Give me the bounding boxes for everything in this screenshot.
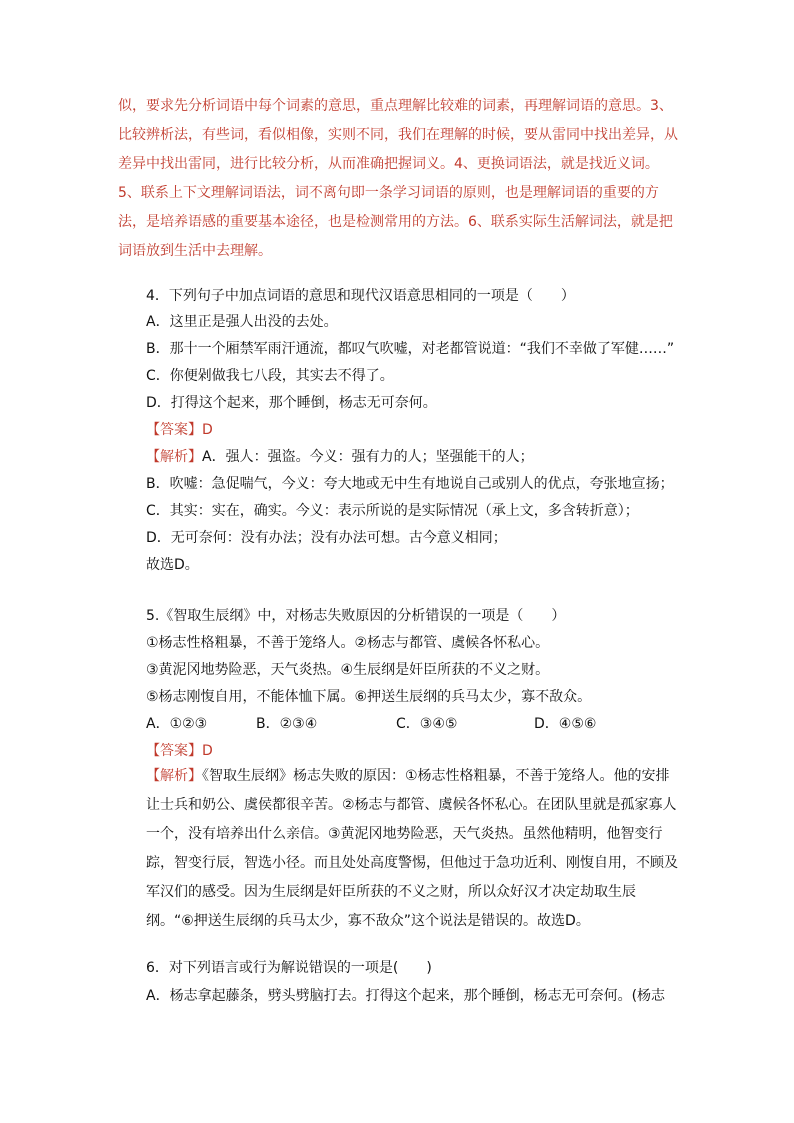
q6-stem: 6．对下列语言或行为解说错误的一项是( ) [146, 960, 432, 976]
q4-option-c: C．你便剁做我七八段，其实去不得了。 [146, 368, 394, 384]
q5-choice-d: D．④⑤⑥ [534, 716, 597, 732]
q4-conclusion: 故选D。 [146, 557, 199, 573]
q5-choice-a: A．①②③ [146, 716, 208, 732]
q4-analysis-line-1 [146, 447, 534, 467]
q5-analysis [146, 762, 678, 936]
q5-choice-b: B．②③④ [256, 716, 318, 732]
q5-analysis-tag: 【解析】 [146, 768, 202, 784]
q5-item-row-2: ③黄泥冈地势险恶，天气炎热。④生辰纲是奸臣所获的不义之财。 [146, 662, 550, 678]
q5-answer-value: D [202, 743, 213, 759]
q4-analysis-d: D．无可奈何：没有办法；没有办法可想。古今意义相同； [146, 530, 507, 546]
q4-analysis-c: C．其实：实在，确实。今义：表示所说的是实际情况（承上文，多含转折意）； [146, 503, 639, 519]
q5-analysis-text: 《智取生辰纲》杨志失败的原因：①杨志性格粗暴，不善于笼络人。他的安排让士兵和奶公、虞侯都很辛苦。②杨志与都管、虞候各怀私心。在团队里就是孤家寡人一个，没有培养出什么亲信。③黄泥冈地势险恶，天气炎热。虽然他精明，他智变行踪，智变行辰，智选小径。而且处处高度警惕，但他过于急功近利、刚愎自用，不顾及军汉们的感受。因为生辰纲是奸臣所获的不义之财，所以众好汉才决定劫取生辰纲。“⑥押送生辰纲的兵马太少，寡不敌众”这个说法是错误的。故选D。 [146, 768, 678, 929]
q4-stem: 4．下列句子中加点词语的意思和现代汉语意思相同的一项是（ ） [146, 288, 575, 304]
q5-answer-tag: 【答案】 [146, 743, 202, 759]
q4-option-a: A．这里正是强人出没的去处。 [146, 314, 338, 330]
intro-paragraph: 似，要求先分析词语中每个词素的意思，重点理解比较难的词素，再理解词语的意思。3、比较辨析法，有些词，看似相像，实则不同，我们在理解的时候，要从雷同中找出差异，从差异中找出雷同，进行比较分析，从而准确把握词义。4、更换词语法，就是找近义词。5、联系上下文理解词语法，词不离句即一条学习词语的原则，也是理解词语的重要的方法，是培养语感的重要基本途径，也是检测常用的方法。6、联系实际生活解词法，就是把词语放到生活中去理解。 [118, 98, 678, 259]
q5-answer [146, 741, 213, 761]
q4-analysis-b: B．吹嘘：急促喘气，今义：夸大地或无中生有地说自己或别人的优点，夸张地宣扬； [146, 476, 674, 492]
q5-choice-c: C．③④⑤ [396, 716, 458, 732]
q4-analysis-tag: 【解析】 [146, 449, 202, 465]
q6-option-a: A．杨志拿起藤条，劈头劈脑打去。打得这个起来，那个睡倒，杨志无可奈何。(杨志 [146, 988, 666, 1004]
q4-analysis-a: A．强人：强盗。今义：强有力的人；坚强能干的人； [202, 449, 534, 465]
q4-answer-tag: 【答案】 [146, 422, 202, 438]
q5-item-row-3: ⑤杨志刚愎自用，不能体恤下属。⑥押送生辰纲的兵马太少，寡不敌众。 [146, 689, 592, 705]
q4-option-d: D．打得这个起来，那个睡倒，杨志无可奈何。 [146, 395, 437, 411]
q4-option-b: B．那十一个厢禁军雨汗通流，都叹气吹嘘，对老都管说道：“我们不幸做了军健……” [146, 341, 675, 357]
q5-stem: 5.《智取生辰纲》中，对杨志失败原因的分析错误的一项是（ ） [146, 608, 566, 624]
q4-answer-value: D [202, 422, 213, 438]
q4-answer [146, 420, 213, 440]
q5-item-row-1: ①杨志性格粗暴，不善于笼络人。②杨志与都管、虞候各怀私心。 [146, 635, 550, 651]
